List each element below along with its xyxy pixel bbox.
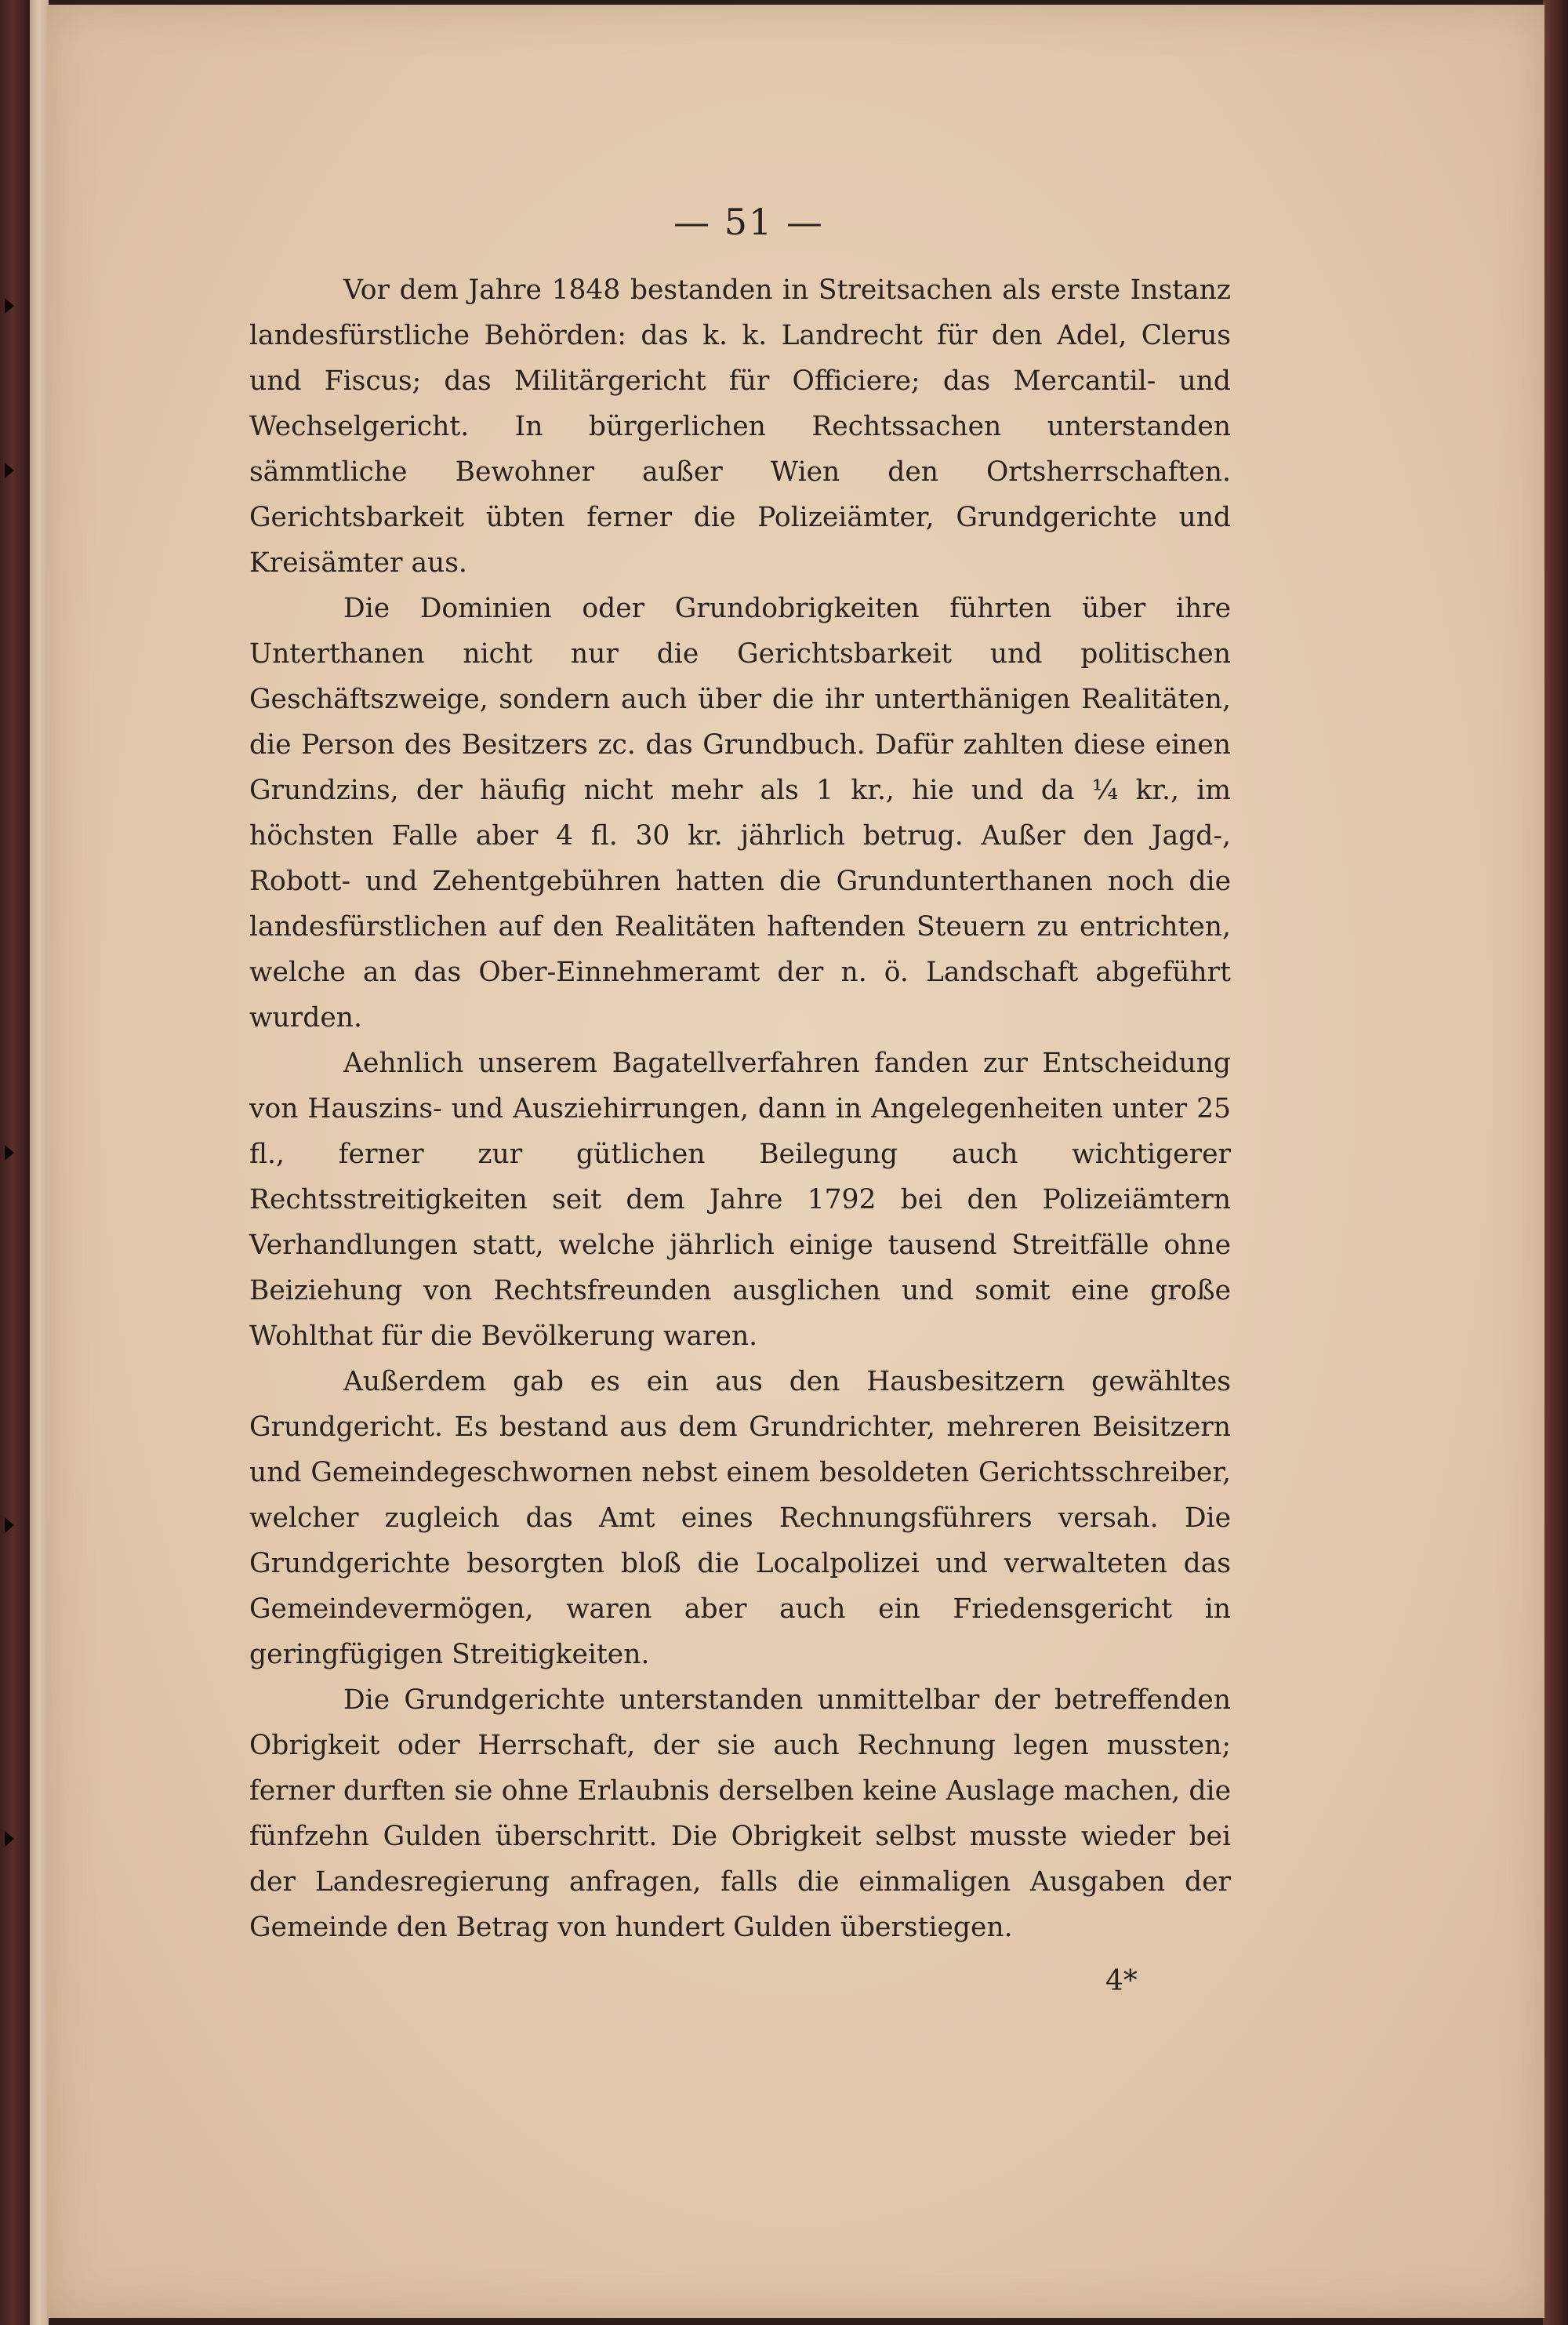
binding-mark — [5, 1517, 14, 1533]
binding-mark — [5, 1831, 14, 1847]
binding-mark — [5, 298, 14, 314]
binding-mark — [5, 1145, 14, 1161]
paragraph: Vor dem Jahre 1848 bestanden in Streitsachen als erste Instanz landesfürstliche Behörden: das k. k. Landrecht für den Adel, Clerus und Fiscus; das Militärgericht für Officiere; das Mercantil- und Wechselgericht. In bürgerlichen Rechtssachen unterstanden sämmtliche Bewohner außer Wien den Ortsherrschaften. Gerichtsbarkeit übten ferner die Polizeiämter, Grundgerichte und Kreisämter aus. — [249, 274, 1231, 579]
page-number: — 51 — — [673, 201, 824, 243]
paragraph: Außerdem gab es ein aus den Hausbesitzern gewähltes Grundgericht. Es bestand aus dem Grundrichter, mehreren Beisitzern und Gemeindegeschwornen nebst einem besoldeten Gerichtsschreiber, welcher zugleich das Amt eines Rechnungsführers versah. Die Grundgerichte besorgten bloß die Localpolizei und verwalteten das Gemeindevermögen, waren aber auch ein Friedensgericht in geringfügigen Streitigkeiten. — [249, 1366, 1231, 1670]
paragraph: Die Dominien oder Grundobrigkeiten führten über ihre Unterthanen nicht nur die Gerichtsbarkeit und politischen Geschäftszweige, sondern auch über die ihr unterthänigen Realitäten, die Person des Besitzers zc. das Grundbuch. Dafür zahlten diese einen Grundzins, der häufig nicht mehr als 1 kr., hie und da ¼ kr., im höchsten Falle aber 4 fl. 30 kr. jährlich betrug. Außer den Jagd-, Robott- und Zehentgebühren hatten die Grundunterthanen noch die landesfürstlichen auf den Realitäten haftenden Steuern zu entrichten, welche an das Ober-Einnehmeramt der n. ö. Landschaft abgeführt wurden. — [249, 593, 1231, 1034]
paragraph: Die Grundgerichte unterstanden unmittelbar der betreffenden Obrigkeit oder Herrschaft, der sie auch Rechnung legen mussten; ferner durften sie ohne Erlaubnis derselben keine Auslage machen, die fünfzehn Gulden überschritt. Die Obrigkeit selbst musste wieder bei der Landesregierung anfragen, falls die einmaligen Ausgaben der Gemeinde den Betrag von hundert Gulden überstiegen. — [249, 1684, 1231, 1943]
page-spine-edge — [30, 0, 49, 2325]
book-binding — [0, 0, 31, 2325]
binding-mark — [5, 463, 14, 478]
body-text — [249, 267, 1231, 1950]
paragraph: Aehnlich unserem Bagatellverfahren fanden zur Entscheidung von Hauszins- und Ausziehirrungen, dann in Angelegenheiten unter 25 fl., ferner zur gütlichen Beilegung auch wichtigerer Rechtsstreitigkeiten seit dem Jahre 1792 bei den Polizeiämtern Verhandlungen statt, welche jährlich einige tausend Streitfälle ohne Beiziehung von Rechtsfreunden ausglichen und somit eine große Wohlthat für die Bevölkerung waren. — [249, 1048, 1231, 1352]
book-cover-edge — [1543, 0, 1568, 2325]
printer-signature-mark: 4* — [1105, 1965, 1138, 1997]
book-page — [47, 5, 1544, 2318]
